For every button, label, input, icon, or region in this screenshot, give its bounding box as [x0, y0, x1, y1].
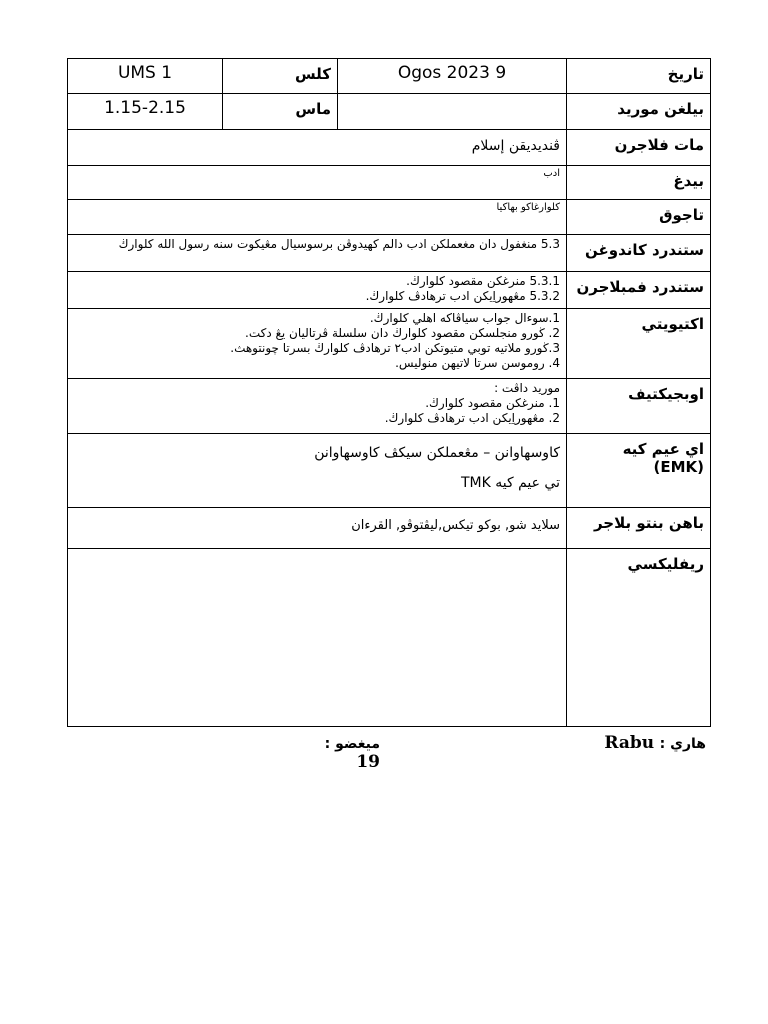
time-label: ماس: [223, 94, 338, 130]
lesson-plan-table: [67, 58, 711, 727]
day-value: Rabu: [604, 733, 655, 753]
activity-line: 2. ڬورو منجلسكن مقصود كلوارڬ دان سلسلة ڤرتاليان يڠ دكت.: [245, 326, 560, 340]
activity-line: 4. روموسن سرتا لاتيهن منوليس.: [395, 356, 560, 370]
day-label: هاري :: [659, 736, 706, 752]
materials-value: سلايد شو, بوكو تيكس,ليڤتوڤو, القرءان: [68, 508, 567, 549]
field-value: ادب: [68, 166, 567, 200]
emk-line: كاوسهاوانن – مڠعملكن سيكڤ كاوسهاوانن: [314, 445, 560, 461]
content-standard-row: [68, 235, 711, 272]
objective-row: [68, 379, 711, 434]
activities-value: [68, 309, 567, 379]
activities-label: اكتيويتي: [567, 309, 711, 379]
week-label: ميغضو :: [324, 736, 380, 752]
topic-label: بيلغن موريد: [567, 94, 711, 130]
materials-row: [68, 508, 711, 549]
subject-value: ڤنديديقن إسلام: [68, 130, 567, 166]
objective-label: اوبجيكتيف: [567, 379, 711, 434]
learning-standard-line: 5.3.2 مڠهوراِيكن ادب ترهادڤ كلوارڬ.: [365, 289, 560, 303]
week-value: 19: [356, 752, 380, 772]
field-row: [68, 166, 711, 200]
learning-standard-line: 5.3.1 منرغكن مقصود كلوارڬ.: [406, 274, 560, 288]
content-standard-label: ستندرد كاندوغن: [567, 235, 711, 272]
title-value: كلوارغاكو بهاكيا: [68, 200, 567, 235]
learning-standard-row: [68, 272, 711, 309]
subject-row: [68, 130, 711, 166]
subject-label: مات فلاجرن: [567, 130, 711, 166]
reflection-value: [68, 549, 567, 727]
class-label: كلس: [223, 59, 338, 94]
emk-row: [68, 434, 711, 508]
class-value: UMS 1: [68, 59, 223, 94]
week-field: [300, 733, 380, 772]
time-value: 1.15-2.15: [68, 94, 223, 130]
title-row: [68, 200, 711, 235]
content-standard-value: 5.3 منغفول دان مغعملكن ادب دالم كهيدوڤن برسوسيال مڠيكوت سنه رسول الله كلوارڬ: [68, 235, 567, 272]
day-field: [566, 733, 706, 753]
activity-line: 1.سوءال جواب سياڤاكه اهلي كلوارڬ.: [369, 311, 560, 325]
activity-line: 3.ڬورو ملاتيه توبي متيوتكن ادب٢ ترهادڤ كلوارڬ بسرتا چونتوهث.: [230, 341, 560, 355]
title-label: تاجوق: [567, 200, 711, 235]
learning-standard-label: ستندرد فمبلاجرن: [567, 272, 711, 309]
reflection-label: ريفليكسي: [567, 549, 711, 727]
activities-row: [68, 309, 711, 379]
objective-line: موريد داڤت :: [494, 381, 560, 395]
date-label: تاريخ: [567, 59, 711, 94]
topic-value: [338, 94, 567, 130]
field-label: بيدغ: [567, 166, 711, 200]
learning-standard-value: [68, 272, 567, 309]
emk-value: [68, 434, 567, 508]
reflection-row: [68, 549, 711, 727]
date-value: Ogos 2023 9: [338, 59, 567, 94]
emk-line: تي عيم كيه TMK: [460, 475, 560, 491]
topic-row: [68, 94, 711, 130]
materials-label: باهن بنتو بلاجر: [567, 508, 711, 549]
objective-value: [68, 379, 567, 434]
objective-line: 2. مڠهوراِيكن ادب ترهادڤ كلوارڬ.: [384, 411, 560, 425]
objective-line: 1. منرغكن مقصود كلوارڬ.: [425, 396, 560, 410]
date-row: [68, 59, 711, 94]
emk-label: اي عيم كيه (EMK): [567, 434, 711, 508]
